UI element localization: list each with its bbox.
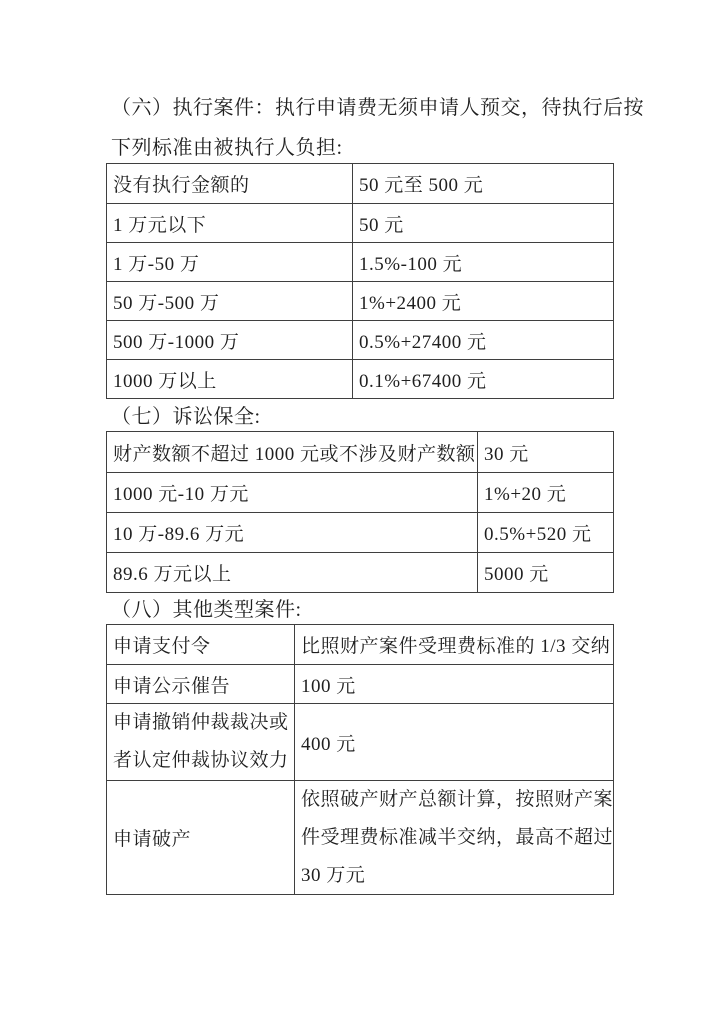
- fee-cell: 100 元: [294, 665, 613, 703]
- case-type-cell: 申请破产: [113, 829, 192, 850]
- case-type-line: 者认定仲裁协议效力: [113, 750, 289, 771]
- fee-cell: 400 元: [294, 704, 613, 780]
- fee-cell: 5000 元: [477, 553, 613, 592]
- fee-cell: 50 元至 500 元: [352, 164, 613, 203]
- fee-cell: 0.5%+520 元: [477, 513, 613, 552]
- fee-cell: 1%+20 元: [477, 473, 613, 512]
- execution-fee-table: [106, 163, 614, 399]
- table-row: [107, 281, 613, 320]
- range-cell: 财产数额不超过 1000 元或不涉及财产数额: [113, 443, 476, 465]
- table-row: [107, 625, 613, 664]
- fee-description-line: 30 万元: [301, 864, 366, 886]
- case-type-cell: 申请支付令: [113, 636, 211, 657]
- fee-cell: 1.5%-100 元: [352, 243, 613, 281]
- table-row: [107, 552, 613, 592]
- table-row: [107, 780, 613, 894]
- preservation-fee-table: [106, 431, 614, 593]
- table-row: [107, 320, 613, 359]
- fee-cell: 30 元: [477, 432, 613, 472]
- case-type-line: 申请撤销仲裁裁决或: [113, 712, 289, 733]
- range-cell: 1 万元以下: [113, 214, 207, 236]
- table-row: [107, 359, 613, 398]
- table-row: [107, 664, 613, 703]
- intro-paragraph-line-2: 下列标准由被执行人负担:: [111, 137, 343, 159]
- range-cell: 1000 元-10 万元: [113, 484, 249, 505]
- fee-cell: 0.1%+67400 元: [352, 360, 613, 398]
- range-cell: 1 万-50 万: [113, 253, 200, 275]
- fee-cell: 0.5%+27400 元: [352, 321, 613, 359]
- table-row: [107, 164, 613, 203]
- fee-cell: 比照财产案件受理费标准的 1/3 交纳: [294, 625, 613, 664]
- fee-cell: 50 元: [352, 204, 613, 242]
- table-row: [107, 472, 613, 512]
- section-heading-preservation: （七）诉讼保全:: [111, 406, 261, 428]
- case-type-cell: [107, 704, 294, 780]
- range-cell: 10 万-89.6 万元: [113, 524, 245, 545]
- table-row: [107, 432, 613, 472]
- table-row: [107, 242, 613, 281]
- fee-description-line: 依照破产财产总额计算，按照财产案: [301, 788, 613, 810]
- range-cell: 500 万-1000 万: [113, 331, 240, 353]
- fee-cell: [294, 781, 613, 894]
- other-cases-fee-table: [106, 624, 614, 895]
- fee-description-line: 件受理费标准减半交纳，最高不超过: [301, 826, 613, 848]
- fee-cell: 1%+2400 元: [352, 282, 613, 320]
- range-cell: 没有执行金额的: [113, 175, 250, 196]
- table-row: [107, 703, 613, 780]
- table-row: [107, 203, 613, 242]
- intro-paragraph-line-1: （六）执行案件：执行申请费无须申请人预交，待执行后按: [111, 97, 644, 119]
- case-type-cell: 申请公示催告: [113, 675, 231, 697]
- range-cell: 1000 万以上: [113, 370, 217, 392]
- range-cell: 89.6 万元以上: [113, 564, 232, 585]
- table-row: [107, 512, 613, 552]
- section-heading-other-cases: （八）其他类型案件:: [111, 599, 302, 621]
- range-cell: 50 万-500 万: [113, 292, 220, 314]
